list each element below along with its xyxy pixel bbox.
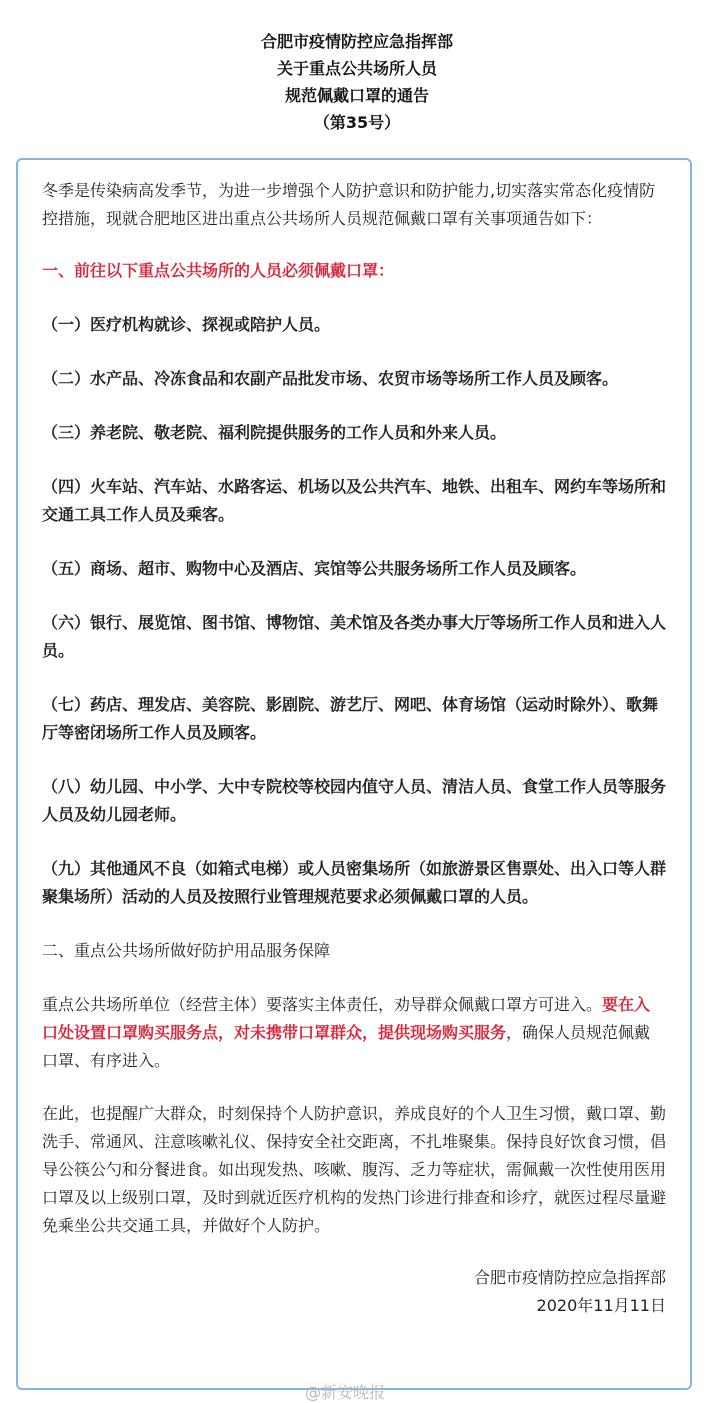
list-item: （四）火车站、汽车站、水路客运、机场以及公共汽车、地铁、出租车、网约车等场所和交通工具工作人员及乘客。 bbox=[42, 477, 667, 524]
section2-title: 二、重点公共场所做好防护用品服务保障 bbox=[42, 941, 331, 960]
notice-number: （第35号） bbox=[313, 113, 401, 132]
list-item: （二）水产品、冷冻食品和农副产品批发市场、农贸市场等场所工作人员及顾客。 bbox=[42, 369, 619, 388]
list-item: （九）其他通风不良（如箱式电梯）或人员密集场所（如旅游景区售票处、出入口等人群聚集场所）活动的人员及按照行业管理规范要求必须佩戴口罩的人员。 bbox=[42, 859, 667, 906]
intro-paragraph: 冬季是传染病高发季节，为进一步增强个人防护意识和防护能力,切实落实常态化疫情防控措施，现就合肥地区进出重点公共场所人员规范佩戴口罩有关事项通告如下： bbox=[42, 181, 656, 228]
notice-title-line2: 规范佩戴口罩的通告 bbox=[284, 86, 429, 105]
service-paragraph bbox=[42, 991, 666, 1075]
list-item: （一）医疗机构就诊、探视或陪护人员。 bbox=[42, 315, 331, 334]
section1-title: 一、前往以下重点公共场所的人员必须佩戴口罩： bbox=[42, 261, 395, 280]
list-item: （七）药店、理发店、美容院、影剧院、游艺厅、网吧、体育场馆（运动时除外）、歌舞厅等密闭场所工作人员及顾客。 bbox=[42, 695, 659, 742]
notice-body bbox=[16, 158, 692, 1390]
watermark: @新安晚报 bbox=[305, 1383, 386, 1402]
issuer-title: 合肥市疫情防控应急指挥部 bbox=[260, 32, 453, 51]
signature-org: 合肥市疫情防控应急指挥部 bbox=[473, 1268, 666, 1287]
service-text: 重点公共场所单位（经营主体）要落实主体责任，劝导群众佩戴口罩方可进入。 bbox=[42, 995, 603, 1014]
list-item: （六）银行、展览馆、图书馆、博物馆、美术馆及各类办事大厅等场所工作人员和进入人员。 bbox=[42, 613, 667, 660]
list-item: （五）商场、超市、购物中心及酒店、宾馆等公共服务场所工作人员及顾客。 bbox=[42, 559, 587, 578]
notice-header bbox=[0, 28, 714, 136]
service-text-end: ，确保人员规范佩戴口罩、有序进入。 bbox=[42, 1023, 651, 1070]
list-item: （三）养老院、敬老院、福利院提供服务的工作人员和外来人员。 bbox=[42, 423, 507, 442]
signature-date: 2020年11月11日 bbox=[536, 1296, 666, 1315]
service-highlight: 要在入口处设置口罩购买服务点，对未携带口罩群众，提供现场购买服务 bbox=[42, 995, 651, 1042]
reminder-paragraph: 在此，也提醒广大群众，时刻保持个人防护意识，养成良好的个人卫生习惯，戴口罩、勤洗手、常通风、注意咳嗽礼仪、保持安全社交距离，不扎堆聚集。保持良好饮食习惯，倡导公筷公勺和分餐进食。如出现发热、咳嗽、腹泻、乏力等症状，需佩戴一次性使用医用口罩及以上级别口罩，及时到就近医疗机构的发热门诊进行排查和诊疗，就医过程尽量避免乘坐公共交通工具，并做好个人防护。 bbox=[42, 1104, 667, 1235]
list-item: （八）幼儿园、中小学、大中专院校等校园内值守人员、清洁人员、食堂工作人员等服务人员及幼儿园老师。 bbox=[42, 777, 667, 824]
notice-title-line1: 关于重点公共场所人员 bbox=[276, 59, 437, 78]
